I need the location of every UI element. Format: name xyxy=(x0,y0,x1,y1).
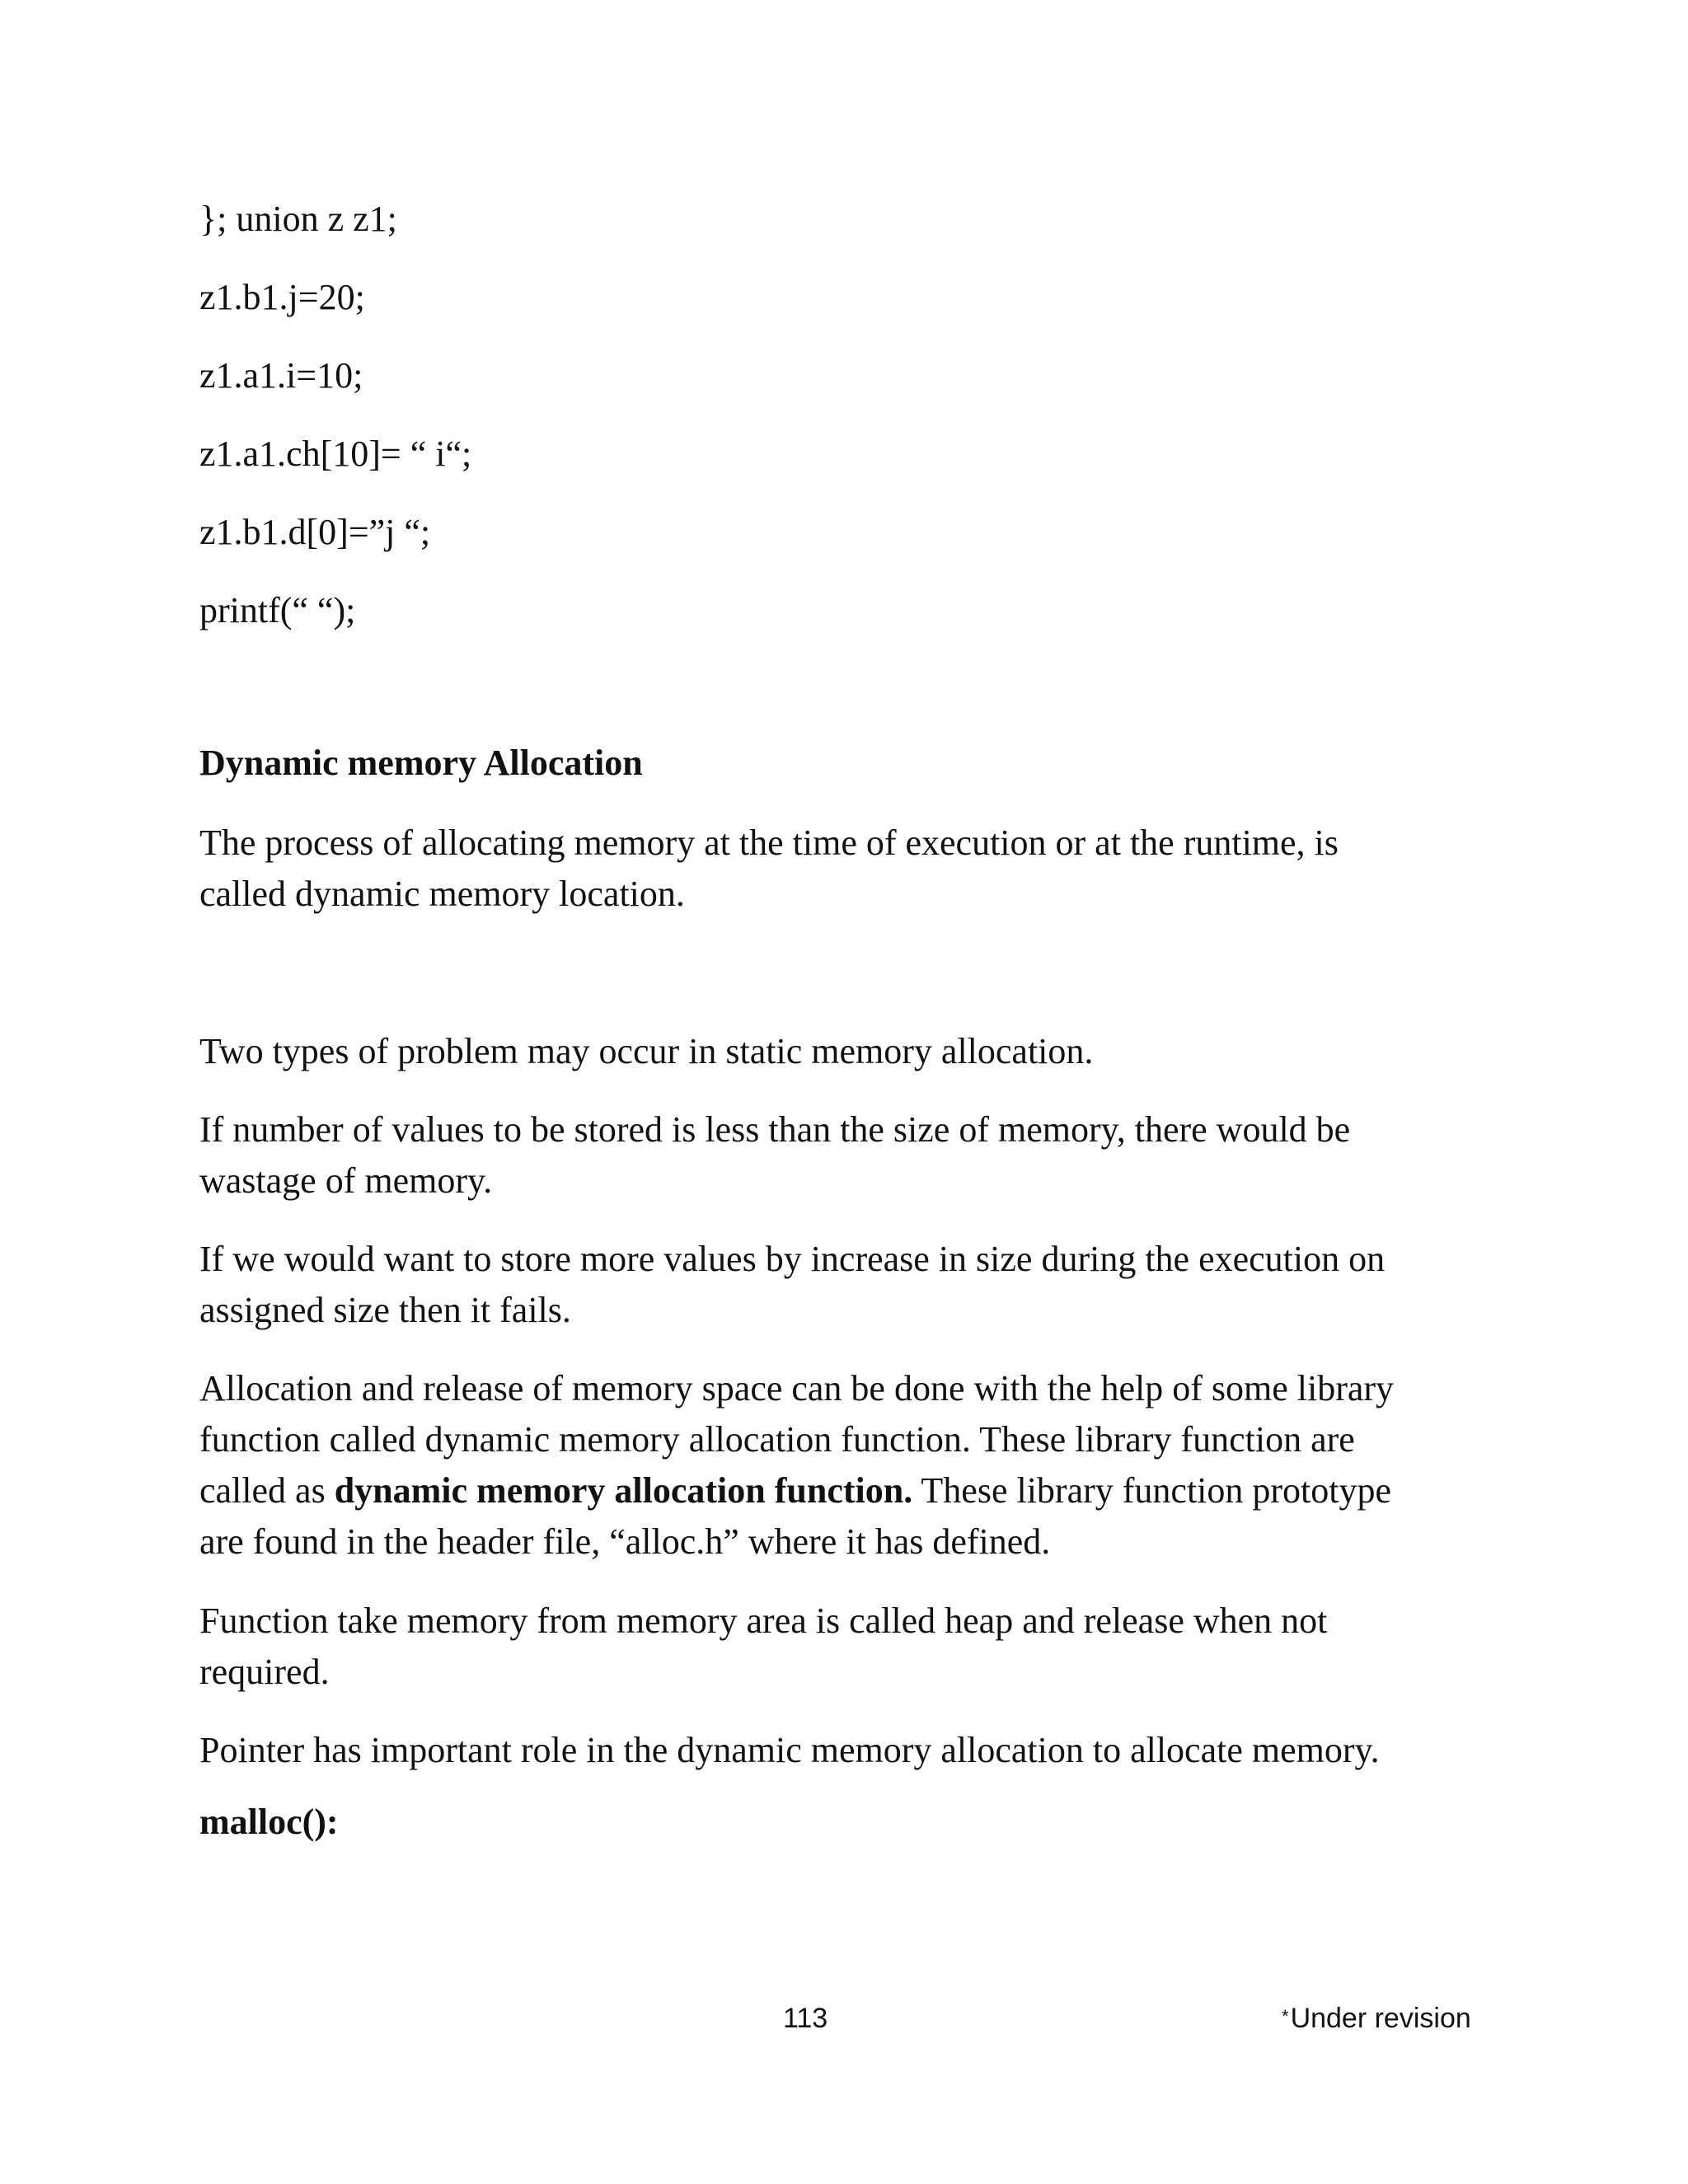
pointer-line: Pointer has important role in the dynamic memory allocation to allocate memory. xyxy=(199,1730,1380,1770)
definition-line-2: called dynamic memory location. xyxy=(199,874,685,914)
revision-note xyxy=(1282,2003,1471,2035)
page-number: 113 xyxy=(783,2003,828,2034)
allocation-line-4: are found in the header file, “alloc.h” where it has defined. xyxy=(199,1521,1051,1562)
code-line-4: z1.a1.ch[10]= “ i“; xyxy=(199,434,472,474)
definition-line-1: The process of allocating memory at the time of execution or at the runtime, is xyxy=(199,823,1339,863)
pointer-paragraph xyxy=(199,1725,1493,1776)
allocation-bold-term: dynamic memory allocation function. xyxy=(334,1470,913,1511)
code-line-1: }; union z z1; xyxy=(199,199,397,239)
definition-paragraph xyxy=(199,818,1493,920)
code-line-6: printf(“ “); xyxy=(199,590,356,630)
revision-mark: * xyxy=(1282,2006,1289,2027)
allocation-line-3-pre: called as xyxy=(199,1470,335,1511)
problem-2-line-1: If we would want to store more values by increase in size during the execution on xyxy=(199,1239,1386,1279)
allocation-line-1: Allocation and release of memory space can be done with the help of some library xyxy=(199,1368,1395,1408)
code-line-3: z1.a1.i=10; xyxy=(199,355,363,396)
problem-2-line-2: assigned size then it fails. xyxy=(199,1290,571,1330)
allocation-line-3-post: These library function prototype xyxy=(912,1470,1392,1511)
problem-1-line-2: wastage of memory. xyxy=(199,1160,493,1201)
heap-line-2: required. xyxy=(199,1652,330,1692)
code-line-2: z1.b1.j=20; xyxy=(199,277,365,317)
heap-line-1: Function take memory from memory area is called heap and release when not xyxy=(199,1601,1328,1641)
problems-intro xyxy=(199,1026,1493,1077)
problem-2-paragraph xyxy=(199,1234,1493,1336)
allocation-paragraph xyxy=(199,1363,1493,1568)
revision-text: Under revision xyxy=(1290,2003,1471,2034)
malloc-subheading: malloc(): xyxy=(199,1802,339,1842)
problem-1-paragraph xyxy=(199,1104,1493,1207)
code-line-5: z1.b1.d[0]=”j “; xyxy=(199,512,431,552)
allocation-line-3 xyxy=(199,1465,1493,1516)
problem-1-line-1: If number of values to be stored is less than the size of memory, there would be xyxy=(199,1109,1351,1150)
problems-intro-line: Two types of problem may occur in static memory allocation. xyxy=(199,1031,1094,1071)
heap-paragraph xyxy=(199,1596,1493,1698)
section-heading: Dynamic memory Allocation xyxy=(199,743,643,783)
allocation-line-2: function called dynamic memory allocation function. These library function are xyxy=(199,1419,1355,1460)
